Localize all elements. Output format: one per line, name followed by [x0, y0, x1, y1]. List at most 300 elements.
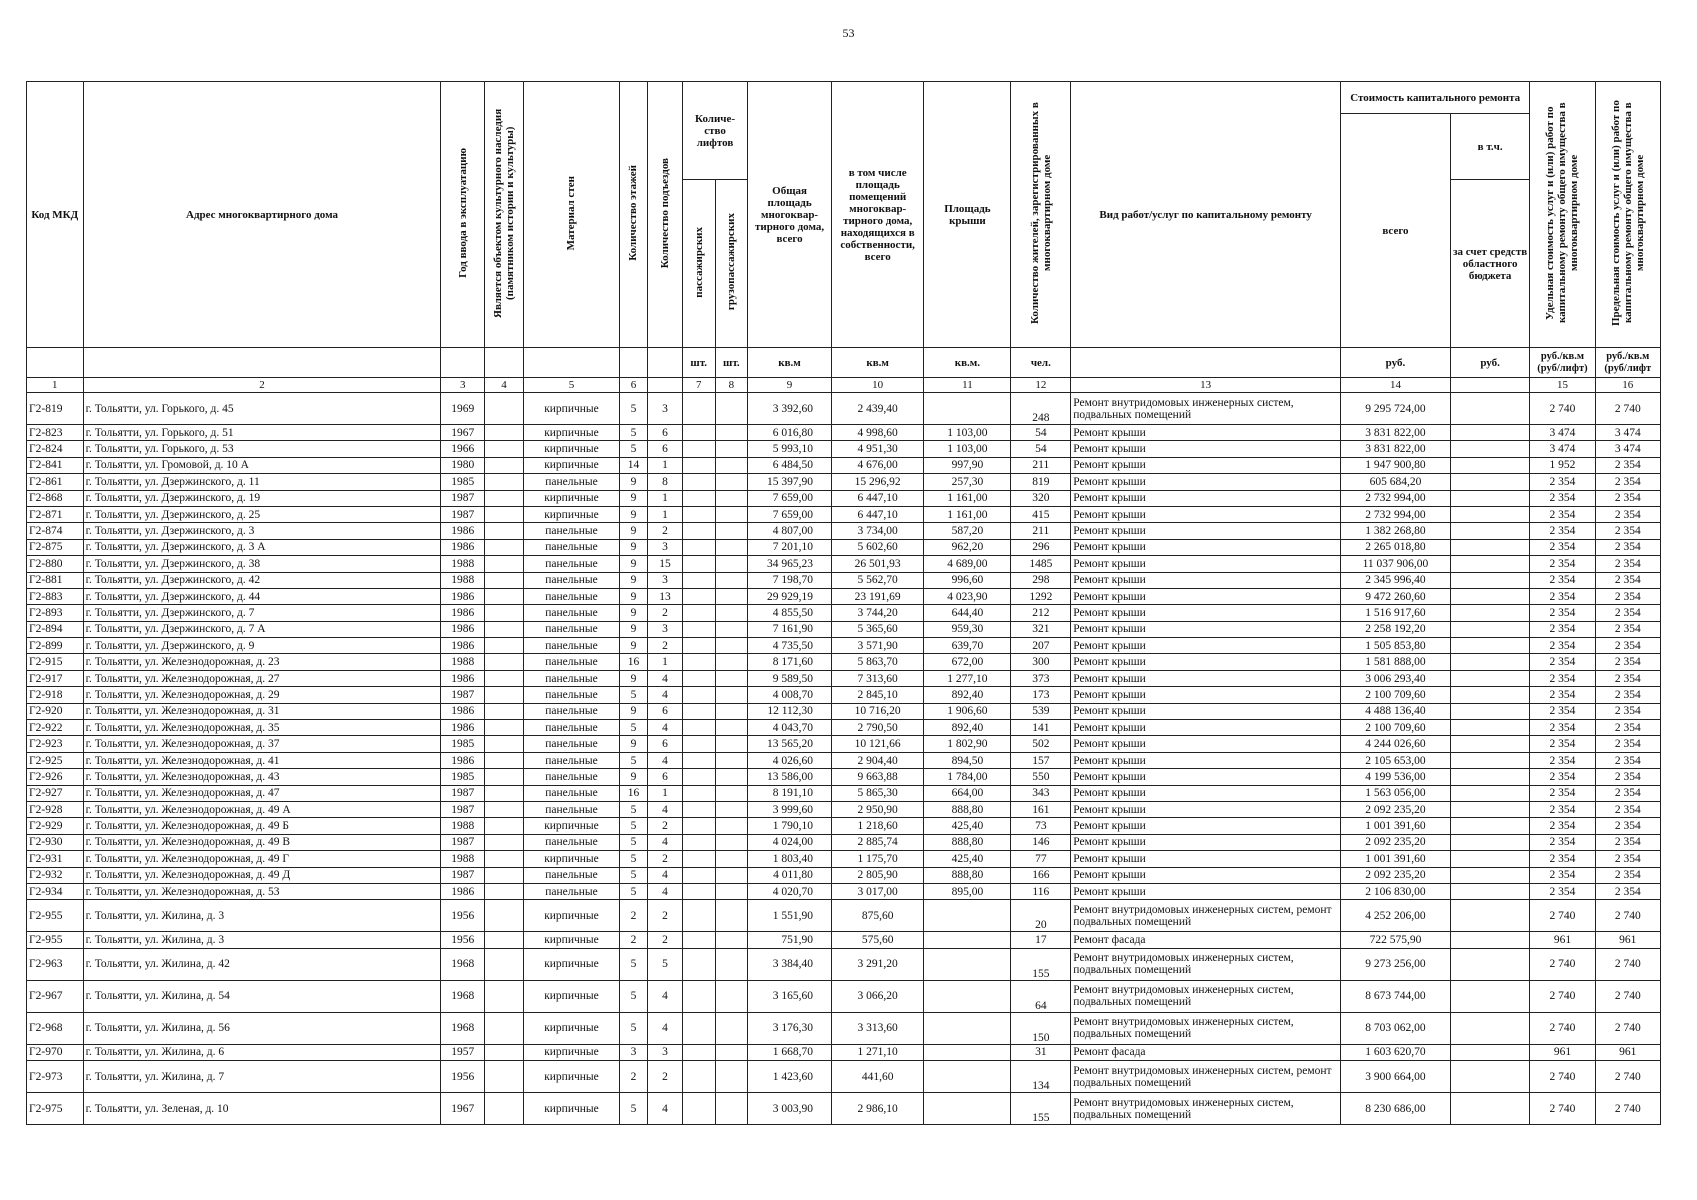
table-cell: г. Тольятти, ул. Жилина, д. 42	[83, 948, 441, 980]
table-cell: 1 516 917,60	[1341, 605, 1451, 621]
table-cell: 539	[1011, 703, 1071, 719]
table-cell	[715, 474, 748, 490]
table-cell: 575,60	[831, 932, 923, 948]
table-cell	[715, 1044, 748, 1060]
table-cell: 2 354	[1595, 834, 1660, 850]
table-cell: 4 024,00	[748, 834, 832, 850]
table-cell: 1 218,60	[831, 818, 923, 834]
table-cell: 425,40	[924, 818, 1011, 834]
table-cell: 2 354	[1530, 621, 1595, 637]
table-cell	[715, 801, 748, 817]
table-cell: 3 392,60	[748, 393, 832, 425]
table-cell: г. Тольятти, ул. Железнодорожная, д. 23	[83, 654, 441, 670]
table-cell: кирпичные	[524, 818, 620, 834]
table-cell: г. Тольятти, ул. Железнодорожная, д. 41	[83, 752, 441, 768]
table-cell: 13 565,20	[748, 736, 832, 752]
table-cell: Ремонт крыши	[1071, 638, 1341, 654]
table-cell: 2 105 653,00	[1341, 752, 1451, 768]
table-cell: Г2-823	[27, 425, 84, 441]
table-row	[27, 1012, 1661, 1044]
table-cell: Ремонт внутридомовых инженерных систем, подвальных помещений	[1071, 393, 1341, 425]
table-cell: 321	[1011, 621, 1071, 637]
table-cell	[682, 441, 715, 457]
header-owned-area: в том числе площадь помещений многоквар-тирного дома, находящихся в собственности, всего	[831, 82, 923, 348]
table-cell	[924, 980, 1011, 1012]
table-cell: 1986	[441, 638, 485, 654]
table-cell	[1450, 818, 1529, 834]
table-cell: 3 474	[1530, 425, 1595, 441]
table-cell	[484, 932, 523, 948]
table-cell: 23 191,69	[831, 588, 923, 604]
table-row	[27, 703, 1661, 719]
table-cell: 2 354	[1530, 867, 1595, 883]
table-cell: 16	[619, 785, 647, 801]
table-cell: 3 003,90	[748, 1093, 832, 1125]
table-cell: 1987	[441, 687, 485, 703]
table-cell: г. Тольятти, ул. Железнодорожная, д. 49 Б	[83, 818, 441, 834]
table-cell: кирпичные	[524, 851, 620, 867]
table-cell: 4	[648, 980, 683, 1012]
table-cell: г. Тольятти, ул. Горького, д. 45	[83, 393, 441, 425]
table-cell	[682, 588, 715, 604]
table-cell	[715, 851, 748, 867]
table-cell: 29 929,19	[748, 588, 832, 604]
table-cell: 3	[648, 572, 683, 588]
table-cell	[682, 490, 715, 506]
table-row	[27, 720, 1661, 736]
table-cell	[484, 638, 523, 654]
table-row	[27, 605, 1661, 621]
table-cell	[484, 801, 523, 817]
table-cell	[715, 867, 748, 883]
table-cell: г. Тольятти, ул. Железнодорожная, д. 37	[83, 736, 441, 752]
table-row	[27, 900, 1661, 932]
table-cell: Ремонт крыши	[1071, 769, 1341, 785]
table-cell: 2 354	[1595, 506, 1660, 522]
header-lifts: Количе-ство лифтов	[682, 82, 747, 180]
table-cell: Г2-926	[27, 769, 84, 785]
table-cell: Г2-918	[27, 687, 84, 703]
table-cell: 5	[619, 883, 647, 899]
table-cell	[682, 703, 715, 719]
table-cell	[924, 1093, 1011, 1125]
table-cell	[715, 523, 748, 539]
table-cell: 1980	[441, 457, 485, 473]
table-cell	[682, 638, 715, 654]
table-cell: Ремонт фасада	[1071, 1044, 1341, 1060]
table-cell	[682, 720, 715, 736]
table-cell	[682, 785, 715, 801]
header-limit-cost: Предельная стоимость услуг и (или) работ по капитальному ремонту общего имущества в многоквартирном доме	[1609, 100, 1646, 326]
table-cell: 819	[1011, 474, 1071, 490]
table-cell: Г2-927	[27, 785, 84, 801]
table-cell: 2 354	[1530, 769, 1595, 785]
table-cell: 1987	[441, 867, 485, 883]
table-cell: 4 244 026,60	[1341, 736, 1451, 752]
table-cell	[682, 1012, 715, 1044]
unit-rub-per-sqm: руб./кв.м (руб/лифт)	[1530, 348, 1595, 378]
table-cell: 1 603 620,70	[1341, 1044, 1451, 1060]
table-cell: 1 277,10	[924, 670, 1011, 686]
table-cell: кирпичные	[524, 1093, 620, 1125]
table-cell: 4 020,70	[748, 883, 832, 899]
table-cell: 6 016,80	[748, 425, 832, 441]
table-cell: 1292	[1011, 588, 1071, 604]
table-cell	[484, 1044, 523, 1060]
table-row	[27, 539, 1661, 555]
table-cell: 894,50	[924, 752, 1011, 768]
table-cell: панельные	[524, 769, 620, 785]
table-cell: 3 571,90	[831, 638, 923, 654]
table-cell: Г2-975	[27, 1093, 84, 1125]
table-cell: 2 354	[1595, 818, 1660, 834]
table-cell	[1450, 1093, 1529, 1125]
table-cell: 2 740	[1530, 900, 1595, 932]
table-cell: 2 904,40	[831, 752, 923, 768]
table-cell: г. Тольятти, ул. Железнодорожная, д. 43	[83, 769, 441, 785]
table-cell: 4 199 536,00	[1341, 769, 1451, 785]
table-cell: кирпичные	[524, 1012, 620, 1044]
table-cell	[484, 1093, 523, 1125]
table-cell: Г2-881	[27, 572, 84, 588]
table-cell: Ремонт крыши	[1071, 556, 1341, 572]
table-cell: Ремонт фасада	[1071, 932, 1341, 948]
table-cell: Г2-925	[27, 752, 84, 768]
table-row	[27, 523, 1661, 539]
table-cell: 2 354	[1595, 638, 1660, 654]
table-cell	[1450, 605, 1529, 621]
table-cell: 1956	[441, 900, 485, 932]
table-cell: 54	[1011, 441, 1071, 457]
table-cell: 3	[648, 539, 683, 555]
table-cell: 4 676,00	[831, 457, 923, 473]
table-cell: Г2-931	[27, 851, 84, 867]
table-cell	[484, 769, 523, 785]
header-floors: Количество этажей	[627, 165, 640, 261]
table-cell: Г2-967	[27, 980, 84, 1012]
table-cell	[484, 834, 523, 850]
table-cell: 2 354	[1530, 834, 1595, 850]
table-cell: 2 092 235,20	[1341, 801, 1451, 817]
table-cell: 2	[648, 851, 683, 867]
table-cell: 9	[619, 572, 647, 588]
header-incl: в т.ч.	[1450, 114, 1529, 180]
table-cell: 1988	[441, 556, 485, 572]
units-row	[27, 348, 1661, 378]
column-number: 13	[1071, 378, 1341, 393]
table-cell: Г2-930	[27, 834, 84, 850]
table-cell: 15 296,92	[831, 474, 923, 490]
table-cell: 2	[648, 1061, 683, 1093]
table-cell: Г2-929	[27, 818, 84, 834]
table-row	[27, 769, 1661, 785]
table-cell	[715, 736, 748, 752]
table-cell: 5	[619, 801, 647, 817]
table-cell	[682, 980, 715, 1012]
table-cell: г. Тольятти, ул. Дзержинского, д. 9	[83, 638, 441, 654]
table-cell: 2 354	[1595, 883, 1660, 899]
table-cell: 15	[648, 556, 683, 572]
table-cell: 722 575,90	[1341, 932, 1451, 948]
table-cell: Г2-934	[27, 883, 84, 899]
table-cell	[715, 572, 748, 588]
table-cell: 6	[648, 703, 683, 719]
table-cell: 2 354	[1595, 785, 1660, 801]
table-cell: 3 744,20	[831, 605, 923, 621]
table-cell	[1450, 948, 1529, 980]
table-cell: кирпичные	[524, 900, 620, 932]
table-cell: кирпичные	[524, 1044, 620, 1060]
header-walls: Материал стен	[565, 175, 578, 251]
table-cell: 64	[1011, 980, 1071, 1012]
header-entrances: Количество подъездов	[659, 157, 672, 269]
table-cell: Ремонт крыши	[1071, 523, 1341, 539]
table-cell: Г2-841	[27, 457, 84, 473]
table-cell	[1450, 539, 1529, 555]
table-cell: г. Тольятти, ул. Горького, д. 53	[83, 441, 441, 457]
table-cell: 1988	[441, 851, 485, 867]
table-cell: 3 831 822,00	[1341, 441, 1451, 457]
table-cell: 5 865,30	[831, 785, 923, 801]
table-cell: Ремонт крыши	[1071, 752, 1341, 768]
table-cell: 9 589,50	[748, 670, 832, 686]
table-row	[27, 834, 1661, 850]
table-cell	[1450, 621, 1529, 637]
table-row	[27, 752, 1661, 768]
table-cell: 2 354	[1530, 785, 1595, 801]
table-cell	[1450, 752, 1529, 768]
table-cell: 4 043,70	[748, 720, 832, 736]
table-cell: 664,00	[924, 785, 1011, 801]
table-cell	[715, 425, 748, 441]
table-cell: 150	[1011, 1012, 1071, 1044]
table-cell: Ремонт крыши	[1071, 867, 1341, 883]
table-cell: панельные	[524, 867, 620, 883]
table-cell: 2	[648, 900, 683, 932]
table-row	[27, 801, 1661, 817]
table-cell: 6	[648, 441, 683, 457]
table-cell: 9	[619, 670, 647, 686]
table-cell: 2	[619, 932, 647, 948]
table-cell: 1956	[441, 1061, 485, 1093]
table-cell	[715, 980, 748, 1012]
table-cell: 73	[1011, 818, 1071, 834]
table-cell: Г2-874	[27, 523, 84, 539]
column-number: 4	[484, 378, 523, 393]
table-cell: 2 354	[1530, 638, 1595, 654]
table-cell	[484, 425, 523, 441]
table-cell: 8 171,60	[748, 654, 832, 670]
table-cell	[682, 769, 715, 785]
column-number: 8	[715, 378, 748, 393]
table-cell	[484, 654, 523, 670]
table-cell	[682, 736, 715, 752]
table-cell: 4 735,50	[748, 638, 832, 654]
unit-area: кв.м.	[924, 348, 1011, 378]
table-cell: 961	[1595, 932, 1660, 948]
table-cell: 5	[648, 948, 683, 980]
table-cell: Г2-917	[27, 670, 84, 686]
table-cell: 7 198,70	[748, 572, 832, 588]
column-number: 16	[1595, 378, 1660, 393]
table-cell	[682, 539, 715, 555]
table-cell: 9	[619, 638, 647, 654]
table-cell: г. Тольятти, ул. Дзержинского, д. 42	[83, 572, 441, 588]
table-cell: 9	[619, 621, 647, 637]
table-cell: 12 112,30	[748, 703, 832, 719]
column-number-row	[27, 378, 1661, 393]
table-cell	[484, 523, 523, 539]
table-cell: г. Тольятти, ул. Дзержинского, д. 7	[83, 605, 441, 621]
table-cell: 6	[648, 769, 683, 785]
table-cell	[484, 736, 523, 752]
table-cell	[484, 572, 523, 588]
table-cell: 5 365,60	[831, 621, 923, 637]
table-cell: 2 740	[1530, 1093, 1595, 1125]
table-cell: 6 447,10	[831, 490, 923, 506]
table-cell	[715, 605, 748, 621]
table-cell: Ремонт внутридомовых инженерных систем, подвальных помещений	[1071, 980, 1341, 1012]
table-cell: Ремонт крыши	[1071, 687, 1341, 703]
table-row	[27, 638, 1661, 654]
table-cell: г. Тольятти, ул. Дзержинского, д. 38	[83, 556, 441, 572]
table-cell: 8	[648, 474, 683, 490]
table-cell	[682, 425, 715, 441]
table-cell: панельные	[524, 556, 620, 572]
table-cell: 298	[1011, 572, 1071, 588]
column-number: 12	[1011, 378, 1071, 393]
table-cell: 4 951,30	[831, 441, 923, 457]
table-cell	[682, 506, 715, 522]
table-cell: 5	[619, 851, 647, 867]
table-header	[27, 82, 1661, 393]
table-cell: 17	[1011, 932, 1071, 948]
table-cell: 1966	[441, 441, 485, 457]
unit-pcs: шт.	[682, 348, 715, 378]
table-cell: 3 313,60	[831, 1012, 923, 1044]
table-cell	[715, 785, 748, 801]
table-cell: Ремонт крыши	[1071, 621, 1341, 637]
table-cell: 9	[619, 506, 647, 522]
table-cell: 1	[648, 785, 683, 801]
table-cell: 2 740	[1595, 980, 1660, 1012]
table-cell: 1986	[441, 703, 485, 719]
column-number	[1450, 378, 1529, 393]
table-cell: 587,20	[924, 523, 1011, 539]
table-cell: 3 006 293,40	[1341, 670, 1451, 686]
table-cell: г. Тольятти, ул. Железнодорожная, д. 49 Г	[83, 851, 441, 867]
table-cell	[682, 752, 715, 768]
table-cell: 2 354	[1595, 736, 1660, 752]
table-cell	[715, 818, 748, 834]
header-year: Год ввода в эксплуатацию	[456, 148, 469, 278]
table-cell	[682, 883, 715, 899]
table-cell	[715, 393, 748, 425]
table-cell: Ремонт крыши	[1071, 834, 1341, 850]
table-row	[27, 474, 1661, 490]
table-cell: 1986	[441, 670, 485, 686]
table-cell	[1450, 654, 1529, 670]
table-cell: 1987	[441, 506, 485, 522]
table-cell: 9 273 256,00	[1341, 948, 1451, 980]
table-cell	[715, 441, 748, 457]
table-cell: 2 740	[1595, 393, 1660, 425]
table-cell: 373	[1011, 670, 1071, 686]
table-cell: 2 354	[1530, 605, 1595, 621]
header-lifts-cargo: грузопассажирских	[725, 213, 738, 311]
table-cell: Г2-955	[27, 900, 84, 932]
table-cell	[715, 720, 748, 736]
table-cell: г. Тольятти, ул. Зеленая, д. 10	[83, 1093, 441, 1125]
table-cell	[1450, 588, 1529, 604]
table-cell	[484, 703, 523, 719]
table-cell: 7 201,10	[748, 539, 832, 555]
table-cell: Г2-871	[27, 506, 84, 522]
table-cell: Г2-868	[27, 490, 84, 506]
table-row	[27, 556, 1661, 572]
table-cell: 2 092 235,20	[1341, 867, 1451, 883]
table-cell: 1 668,70	[748, 1044, 832, 1060]
table-cell	[715, 1061, 748, 1093]
table-cell	[682, 572, 715, 588]
table-cell: 2 354	[1530, 736, 1595, 752]
table-cell	[682, 556, 715, 572]
table-cell: 141	[1011, 720, 1071, 736]
table-cell: 2 354	[1595, 687, 1660, 703]
header-cost-group: Стоимость капитального ремонта	[1341, 82, 1530, 114]
table-cell: 2 354	[1530, 818, 1595, 834]
column-number: 1	[27, 378, 84, 393]
table-cell: 5 602,60	[831, 539, 923, 555]
table-cell	[1450, 506, 1529, 522]
table-row	[27, 980, 1661, 1012]
table-cell: 3 734,00	[831, 523, 923, 539]
table-cell: панельные	[524, 670, 620, 686]
table-cell	[682, 474, 715, 490]
table-cell	[1450, 687, 1529, 703]
table-cell: 3 017,00	[831, 883, 923, 899]
table-cell: 5	[619, 1093, 647, 1125]
table-cell: г. Тольятти, ул. Железнодорожная, д. 49 Д	[83, 867, 441, 883]
table-cell	[682, 818, 715, 834]
table-row	[27, 1093, 1661, 1125]
table-cell	[1450, 769, 1529, 785]
table-cell	[484, 980, 523, 1012]
table-cell: 2 354	[1595, 556, 1660, 572]
table-cell: 2 740	[1595, 948, 1660, 980]
table-cell: 1 161,00	[924, 506, 1011, 522]
table-cell: 1967	[441, 425, 485, 441]
table-cell: 4	[648, 670, 683, 686]
table-cell: 2	[648, 932, 683, 948]
table-cell: кирпичные	[524, 948, 620, 980]
table-row	[27, 687, 1661, 703]
table-cell: 3	[648, 621, 683, 637]
table-cell	[715, 638, 748, 654]
table-cell: 2 354	[1595, 523, 1660, 539]
table-cell: Г2-928	[27, 801, 84, 817]
table-cell: 1 803,40	[748, 851, 832, 867]
table-cell: 1 906,60	[924, 703, 1011, 719]
table-cell: г. Тольятти, ул. Громовой, д. 10 А	[83, 457, 441, 473]
table-cell	[924, 1044, 1011, 1060]
table-cell: Ремонт крыши	[1071, 851, 1341, 867]
table-cell: 5	[619, 948, 647, 980]
table-cell: 2 885,74	[831, 834, 923, 850]
table-cell	[682, 900, 715, 932]
table-cell: 9 295 724,00	[1341, 393, 1451, 425]
table-cell: 2 740	[1530, 948, 1595, 980]
